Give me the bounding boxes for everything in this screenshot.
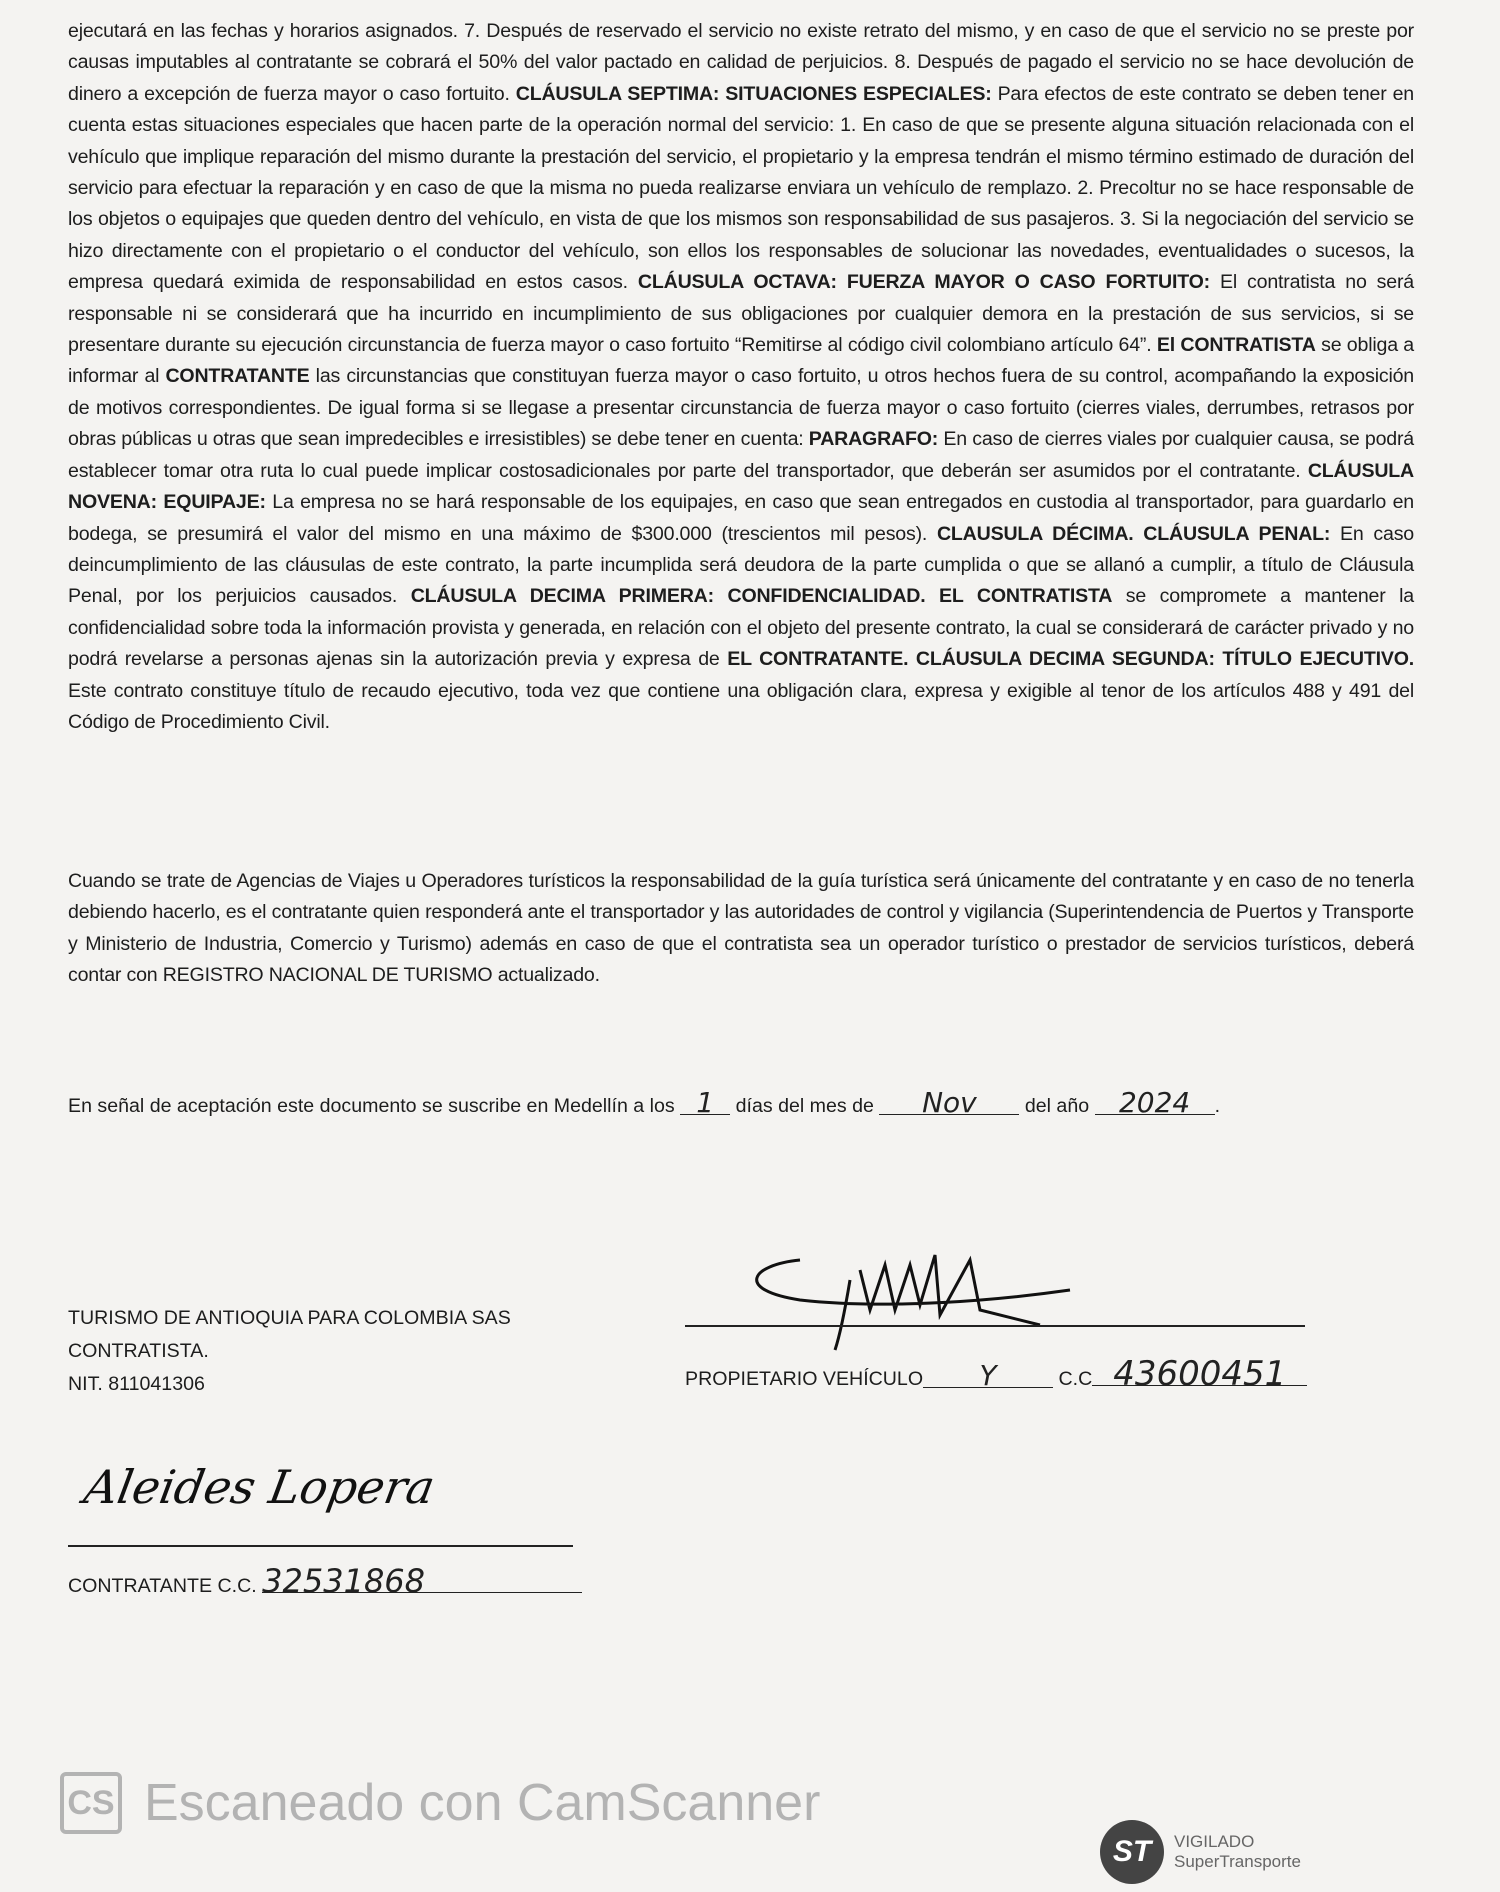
agencies-paragraph: Cuando se trate de Agencias de Viajes u Operadores turísticos la responsabilidad de la guía turística será únicamente del contratante y en caso de no tenerla debiendo hacerlo, es el contratante quien responderá ante el transportador y las autoridades de control y vigilancia (Superintendencia de Puertos y Transporte y Ministerio de Industria, Comercio y Turismo) además en caso de que el contratista sea un operador turístico o prestador de servicios turísticos, deberá contar con REGISTRO NACIONAL DE TURISMO actualizado. [68, 870, 1414, 987]
contratista-role: CONTRATISTA. [68, 1340, 209, 1362]
supertransporte-logo-icon: ST [1100, 1820, 1164, 1884]
contratante-signature-line [68, 1545, 573, 1547]
month-field: Nov [879, 1092, 1019, 1115]
clause-text: El contratista no será responsable ni se considerará que ha incurrido en incumplimiento de sus obligaciones por cualquier demora en la prestación de sus servicios, si se presentare durante su ejecución circunstancia de fuerza mayor o caso fortuito “Remitirse al código civil colombiano artículo 64”. [68, 271, 1414, 357]
clause-text: La empresa no se hará responsable de los equipajes, en caso que sean entregados en custodia al transportador, para guardarlo en bodega, se presumirá el valor del mismo en una máximo de $300.000 (trescientos mil pesos). [68, 491, 1414, 545]
contratante-line [68, 1562, 582, 1600]
clause-text: se compromete a mantener la confidencialidad sobre toda la información provista y generada, en relación con el objeto del presente contrato, la cual se considerará de carácter privado y no podrá revelarse a personas ajenas sin la autorización previa y expresa de [68, 585, 1414, 671]
clauses-paragraph [68, 16, 1414, 738]
clause-heading: CONTRATANTE [165, 365, 310, 388]
clause-text: En caso de cierres viales por cualquier causa, se podrá establecer tomar otra ruta lo cual puede implicar costosadicionales por parte del transportador, que deberán ser asumidos por el contratante. [68, 428, 1414, 482]
acceptance-prefix: En señal de aceptación este documento se suscribe en Medellín a los [68, 1095, 675, 1117]
day-field: 1 [680, 1092, 730, 1115]
acceptance-line [68, 1086, 1221, 1119]
contratante-label: CONTRATANTE C.C. [68, 1575, 257, 1597]
clause-text: las circunstancias que constituyan fuerza mayor o caso fortuito, u otros hechos fuera de su control, acompañando la exposición de motivos correspondientes. De igual forma si se llegase a presentar circunstancia de fuerza mayor o caso fortuito (cierres viales, derrumbes, retrasos por obras públicas u otras que sean impredecibles e irresistibles) se debe tener en cuenta: [68, 365, 1414, 451]
vigilado-label: VIGILADO [1174, 1832, 1255, 1851]
clause-text: Para efectos de este contrato se deben tener en cuenta estas situaciones especiales que hacen parte de la operación normal del servicio: 1. En caso de que se presente alguna situación relacionada con el vehículo que implique reparación del mismo durante la prestación del servicio, el propietario y la empresa tendrán el mismo término estimado de duración del servicio para efectuar la reparación y en caso de que la misma no pueda realizarse enviara un vehículo de remplazo. 2. Precoltur no se hace responsable de los objetos o equipajes que queden dentro del vehículo, en vista de que los mismos son responsabilidad de sus pasajeros. 3. Si la negociación del servicio se hizo directamente con el propietario o el conductor del vehículo, son ellos los responsables de solucionar las novedades, eventualidades o sucesos, la empresa quedará eximida de responsabilidad en estos casos. [68, 82, 1414, 294]
clause-heading: CLÁUSULA OCTAVA: FUERZA MAYOR O CASO FORTUITO: [637, 271, 1210, 294]
year-field: 2024 [1095, 1092, 1215, 1115]
contratante-signature: Aleides Lopera [80, 1460, 439, 1514]
clause-heading: CLÁUSULA DECIMA PRIMERA: CONFIDENCIALIDAD. EL CONTRATISTA [410, 585, 1113, 608]
vigilado-badge [1100, 1820, 1301, 1884]
clause-heading: CLÁUSULA SEPTIMA: SITUACIONES ESPECIALES: [515, 82, 992, 105]
clause-heading: PARAGRAFO: [808, 428, 939, 451]
clause-text: Este contrato constituye título de recaudo ejecutivo, toda vez que contiene una obligación clara, expresa y exigible al tenor de los artículos 488 y 491 del Código de Procedimiento Civil. [68, 679, 1414, 733]
propietario-signature-line [685, 1325, 1305, 1327]
month-label: días del mes de [735, 1095, 874, 1117]
contratista-block [68, 1302, 511, 1401]
clause-text: ejecutará en las fechas y horarios asignados. 7. Después de reservado el servicio no existe retrato del mismo, y en caso de que el servicio no se preste por causas imputables al contratante se cobrará el 50% del valor pactado en calidad de perjuicios. 8. Después de pagado el servicio no se hace devolución de dinero a excepción de fuerza mayor o caso fortuito. [68, 20, 1414, 105]
propietario-line [685, 1354, 1307, 1394]
clause-heading: El CONTRATISTA [1156, 334, 1316, 357]
camscanner-logo-icon: CS [60, 1772, 122, 1834]
contratista-company: TURISMO DE ANTIOQUIA PARA COLOMBIA SAS [68, 1307, 511, 1329]
clause-heading: CLAUSULA DÉCIMA. CLÁUSULA PENAL: [936, 522, 1331, 545]
propietario-label: PROPIETARIO VEHÍCULO [685, 1368, 924, 1390]
camscanner-text: Escaneado con CamScanner [144, 1774, 821, 1832]
clause-text: En caso deincumplimiento de las cláusulas de este contrato, la parte incumplida será deudora de la parte cumplida o que se allanó a cumplir, a título de Cláusula Penal, por los perjuicios causados. [68, 522, 1414, 608]
cc-label: C.C [1058, 1368, 1093, 1390]
propietario-signature [740, 1240, 1080, 1355]
propietario-cc-field: 43600451 [1092, 1363, 1307, 1386]
clause-text: se obliga a informar al [68, 334, 1415, 388]
clause-heading: CLÁUSULA NOVENA: EQUIPAJE: [68, 459, 1414, 514]
camscanner-watermark [60, 1772, 820, 1834]
clause-heading: EL CONTRATANTE. CLÁUSULA DECIMA SEGUNDA: TÍTULO EJECUTIVO. [727, 648, 1414, 671]
contratante-cc-field: 32531868 [262, 1570, 582, 1593]
contratista-nit: NIT. 811041306 [68, 1373, 205, 1395]
propietario-field: Y [923, 1365, 1053, 1388]
acceptance-end: . [1214, 1095, 1221, 1117]
year-label: del año [1024, 1095, 1090, 1117]
supertransporte-label: SuperTransporte [1174, 1852, 1301, 1871]
